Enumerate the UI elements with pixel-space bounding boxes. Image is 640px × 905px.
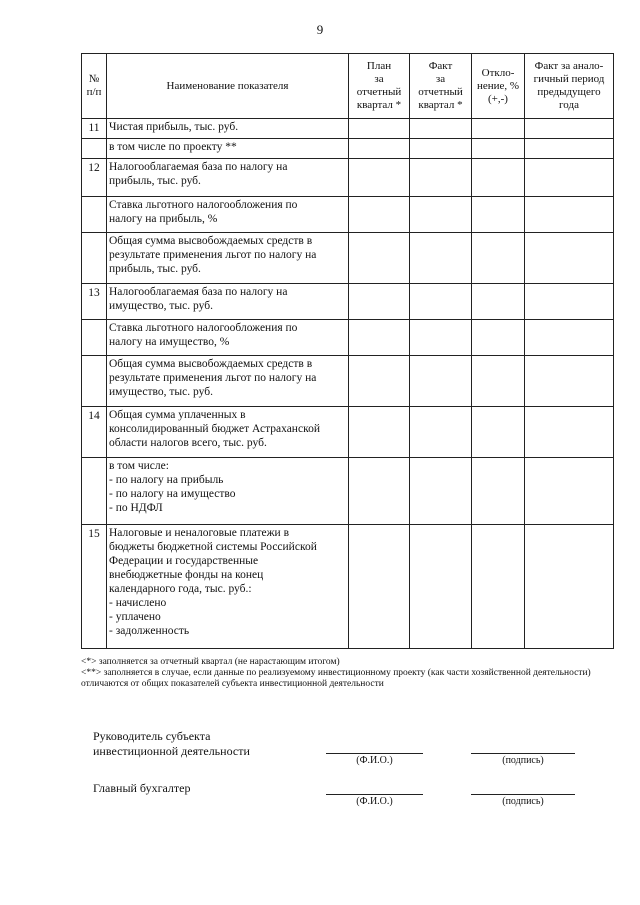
- indicator-name-line: - по НДФЛ: [109, 502, 163, 514]
- indicator-name-line: Налоговые и неналоговые платежи в: [109, 527, 290, 539]
- head-signature-label: Руководитель субъекта инвестиционной деятельности: [93, 729, 250, 758]
- indicator-name: [107, 197, 349, 233]
- table-row: [82, 233, 614, 284]
- head-fio-line: [326, 753, 423, 754]
- row-number: 14: [82, 407, 107, 458]
- prev-year-cell[interactable]: [525, 320, 614, 356]
- indicator-name: [107, 525, 349, 649]
- footnote-1: <*> заполняется за отчетный квартал (не нарастающим итогом): [81, 657, 340, 667]
- deviation-cell[interactable]: [472, 197, 525, 233]
- table-row: [82, 458, 614, 525]
- indicator-name-line: налогу на прибыль, %: [109, 213, 218, 225]
- indicator-name: [107, 159, 349, 197]
- indicator-name-line: имущество, тыс. руб.: [109, 386, 213, 398]
- prev-year-cell[interactable]: [525, 197, 614, 233]
- table-row: [82, 356, 614, 407]
- prev-year-cell[interactable]: [525, 525, 614, 649]
- header-deviation: Откло- нение, % (+,-): [472, 54, 525, 119]
- plan-cell[interactable]: [349, 119, 410, 139]
- indicator-name: [107, 356, 349, 407]
- indicator-name-line: Чистая прибыль, тыс. руб.: [109, 121, 239, 133]
- row-number: [82, 320, 107, 356]
- fact-cell[interactable]: [410, 119, 472, 139]
- prev-year-cell[interactable]: [525, 233, 614, 284]
- fact-cell[interactable]: [410, 458, 472, 525]
- plan-cell[interactable]: [349, 458, 410, 525]
- plan-cell[interactable]: [349, 284, 410, 320]
- row-number: [82, 458, 107, 525]
- accountant-fio-caption: (Ф.И.О.): [356, 796, 393, 807]
- fact-cell[interactable]: [410, 159, 472, 197]
- table-row: [82, 119, 614, 139]
- header-plan: План за отчетный квартал *: [349, 54, 410, 119]
- deviation-cell[interactable]: [472, 284, 525, 320]
- accountant-signature-label: Главный бухгалтер: [93, 781, 191, 795]
- accountant-sign-line: [471, 794, 575, 795]
- report-table: [81, 53, 614, 649]
- deviation-cell[interactable]: [472, 458, 525, 525]
- indicator-name-line: Федерации и государственные: [109, 555, 259, 567]
- row-number: 11: [82, 119, 107, 139]
- accountant-fio-line: [326, 794, 423, 795]
- fact-cell[interactable]: [410, 233, 472, 284]
- header-num: № п/п: [82, 54, 107, 119]
- plan-cell[interactable]: [349, 525, 410, 649]
- table-row: [82, 284, 614, 320]
- indicator-name-line: результате применения льгот по налогу на: [109, 372, 317, 384]
- indicator-name-line: - по налогу на имущество: [109, 488, 236, 500]
- prev-year-cell[interactable]: [525, 139, 614, 159]
- head-sign-caption: (подпись): [502, 755, 544, 766]
- deviation-cell[interactable]: [472, 356, 525, 407]
- prev-year-cell[interactable]: [525, 119, 614, 139]
- table-header-row: [82, 54, 614, 119]
- plan-cell[interactable]: [349, 320, 410, 356]
- fact-cell[interactable]: [410, 525, 472, 649]
- indicator-name-line: календарного года, тыс. руб.:: [109, 583, 252, 595]
- indicator-name: [107, 119, 349, 139]
- indicator-name-line: в том числе:: [109, 460, 169, 472]
- indicator-name-line: в том числе по проекту **: [109, 141, 237, 153]
- table-row: [82, 320, 614, 356]
- fact-cell[interactable]: [410, 320, 472, 356]
- table-row: [82, 139, 614, 159]
- row-number: 12: [82, 159, 107, 197]
- fact-cell[interactable]: [410, 197, 472, 233]
- fact-cell[interactable]: [410, 356, 472, 407]
- table-row: [82, 525, 614, 649]
- indicator-name: [107, 320, 349, 356]
- indicator-name-line: Налогооблагаемая база по налогу на: [109, 161, 288, 173]
- row-number: 13: [82, 284, 107, 320]
- indicator-name-line: бюджеты бюджетной системы Российской: [109, 541, 317, 553]
- prev-year-cell[interactable]: [525, 356, 614, 407]
- page-number: 9: [316, 22, 324, 37]
- deviation-cell[interactable]: [472, 119, 525, 139]
- indicator-name: [107, 407, 349, 458]
- indicator-name-line: - задолженность: [109, 625, 190, 637]
- fact-cell[interactable]: [410, 284, 472, 320]
- deviation-cell[interactable]: [472, 233, 525, 284]
- plan-cell[interactable]: [349, 139, 410, 159]
- indicator-name-line: консолидированный бюджет Астраханской: [109, 423, 320, 435]
- prev-year-cell[interactable]: [525, 407, 614, 458]
- indicator-name-line: прибыль, тыс. руб.: [109, 263, 201, 275]
- plan-cell[interactable]: [349, 233, 410, 284]
- fact-cell[interactable]: [410, 139, 472, 159]
- indicator-name: [107, 284, 349, 320]
- header-fact: Факт за отчетный квартал *: [410, 54, 472, 119]
- indicator-name-line: - уплачено: [109, 611, 161, 623]
- row-number: [82, 233, 107, 284]
- fact-cell[interactable]: [410, 407, 472, 458]
- indicator-name-line: Ставка льготного налогообложения по: [109, 199, 298, 211]
- indicator-name-line: Налогооблагаемая база по налогу на: [109, 286, 288, 298]
- table-row: [82, 197, 614, 233]
- prev-year-cell[interactable]: [525, 458, 614, 525]
- row-number: [82, 197, 107, 233]
- plan-cell[interactable]: [349, 407, 410, 458]
- accountant-sign-caption: (подпись): [502, 796, 544, 807]
- head-fio-caption: (Ф.И.О.): [356, 755, 393, 766]
- head-sign-line: [471, 753, 575, 754]
- header-prev-year: Факт за анало- гичный период предыдущего года: [525, 54, 614, 119]
- deviation-cell[interactable]: [472, 525, 525, 649]
- deviation-cell[interactable]: [472, 139, 525, 159]
- deviation-cell[interactable]: [472, 407, 525, 458]
- row-number: [82, 356, 107, 407]
- prev-year-cell[interactable]: [525, 159, 614, 197]
- indicator-name-line: Общая сумма уплаченных в: [109, 409, 246, 421]
- indicator-name-line: прибыль, тыс. руб.: [109, 175, 201, 187]
- indicator-name-line: имущество, тыс. руб.: [109, 300, 213, 312]
- deviation-cell[interactable]: [472, 159, 525, 197]
- indicator-name-line: - начислено: [109, 597, 167, 609]
- header-name: Наименование показателя: [107, 54, 349, 119]
- plan-cell[interactable]: [349, 197, 410, 233]
- indicator-name-line: - по налогу на прибыль: [109, 474, 224, 486]
- indicator-name-line: области налогов всего, тыс. руб.: [109, 437, 267, 449]
- row-number: 15: [82, 525, 107, 649]
- table-row: [82, 159, 614, 197]
- indicator-name-line: налогу на имущество, %: [109, 336, 230, 348]
- indicator-name: [107, 233, 349, 284]
- indicator-name-line: Общая сумма высвобождаемых средств в: [109, 235, 313, 247]
- deviation-cell[interactable]: [472, 320, 525, 356]
- indicator-name-line: Общая сумма высвобождаемых средств в: [109, 358, 313, 370]
- row-number: [82, 139, 107, 159]
- plan-cell[interactable]: [349, 159, 410, 197]
- indicator-name: [107, 458, 349, 525]
- indicator-name-line: результате применения льгот по налогу на: [109, 249, 317, 261]
- indicator-name-line: внебюджетные фонды на конец: [109, 569, 264, 581]
- prev-year-cell[interactable]: [525, 284, 614, 320]
- table-row: [82, 407, 614, 458]
- footnote-2: <**> заполняется в случае, если данные по реализуемому инвестиционному проекту (как части хозяйственной деятельности) отличаются от общих показателей субъекта инвестиционной деятельности: [81, 668, 591, 689]
- plan-cell[interactable]: [349, 356, 410, 407]
- footnotes: [81, 657, 616, 690]
- indicator-name: [107, 139, 349, 159]
- indicator-name-line: Ставка льготного налогообложения по: [109, 322, 298, 334]
